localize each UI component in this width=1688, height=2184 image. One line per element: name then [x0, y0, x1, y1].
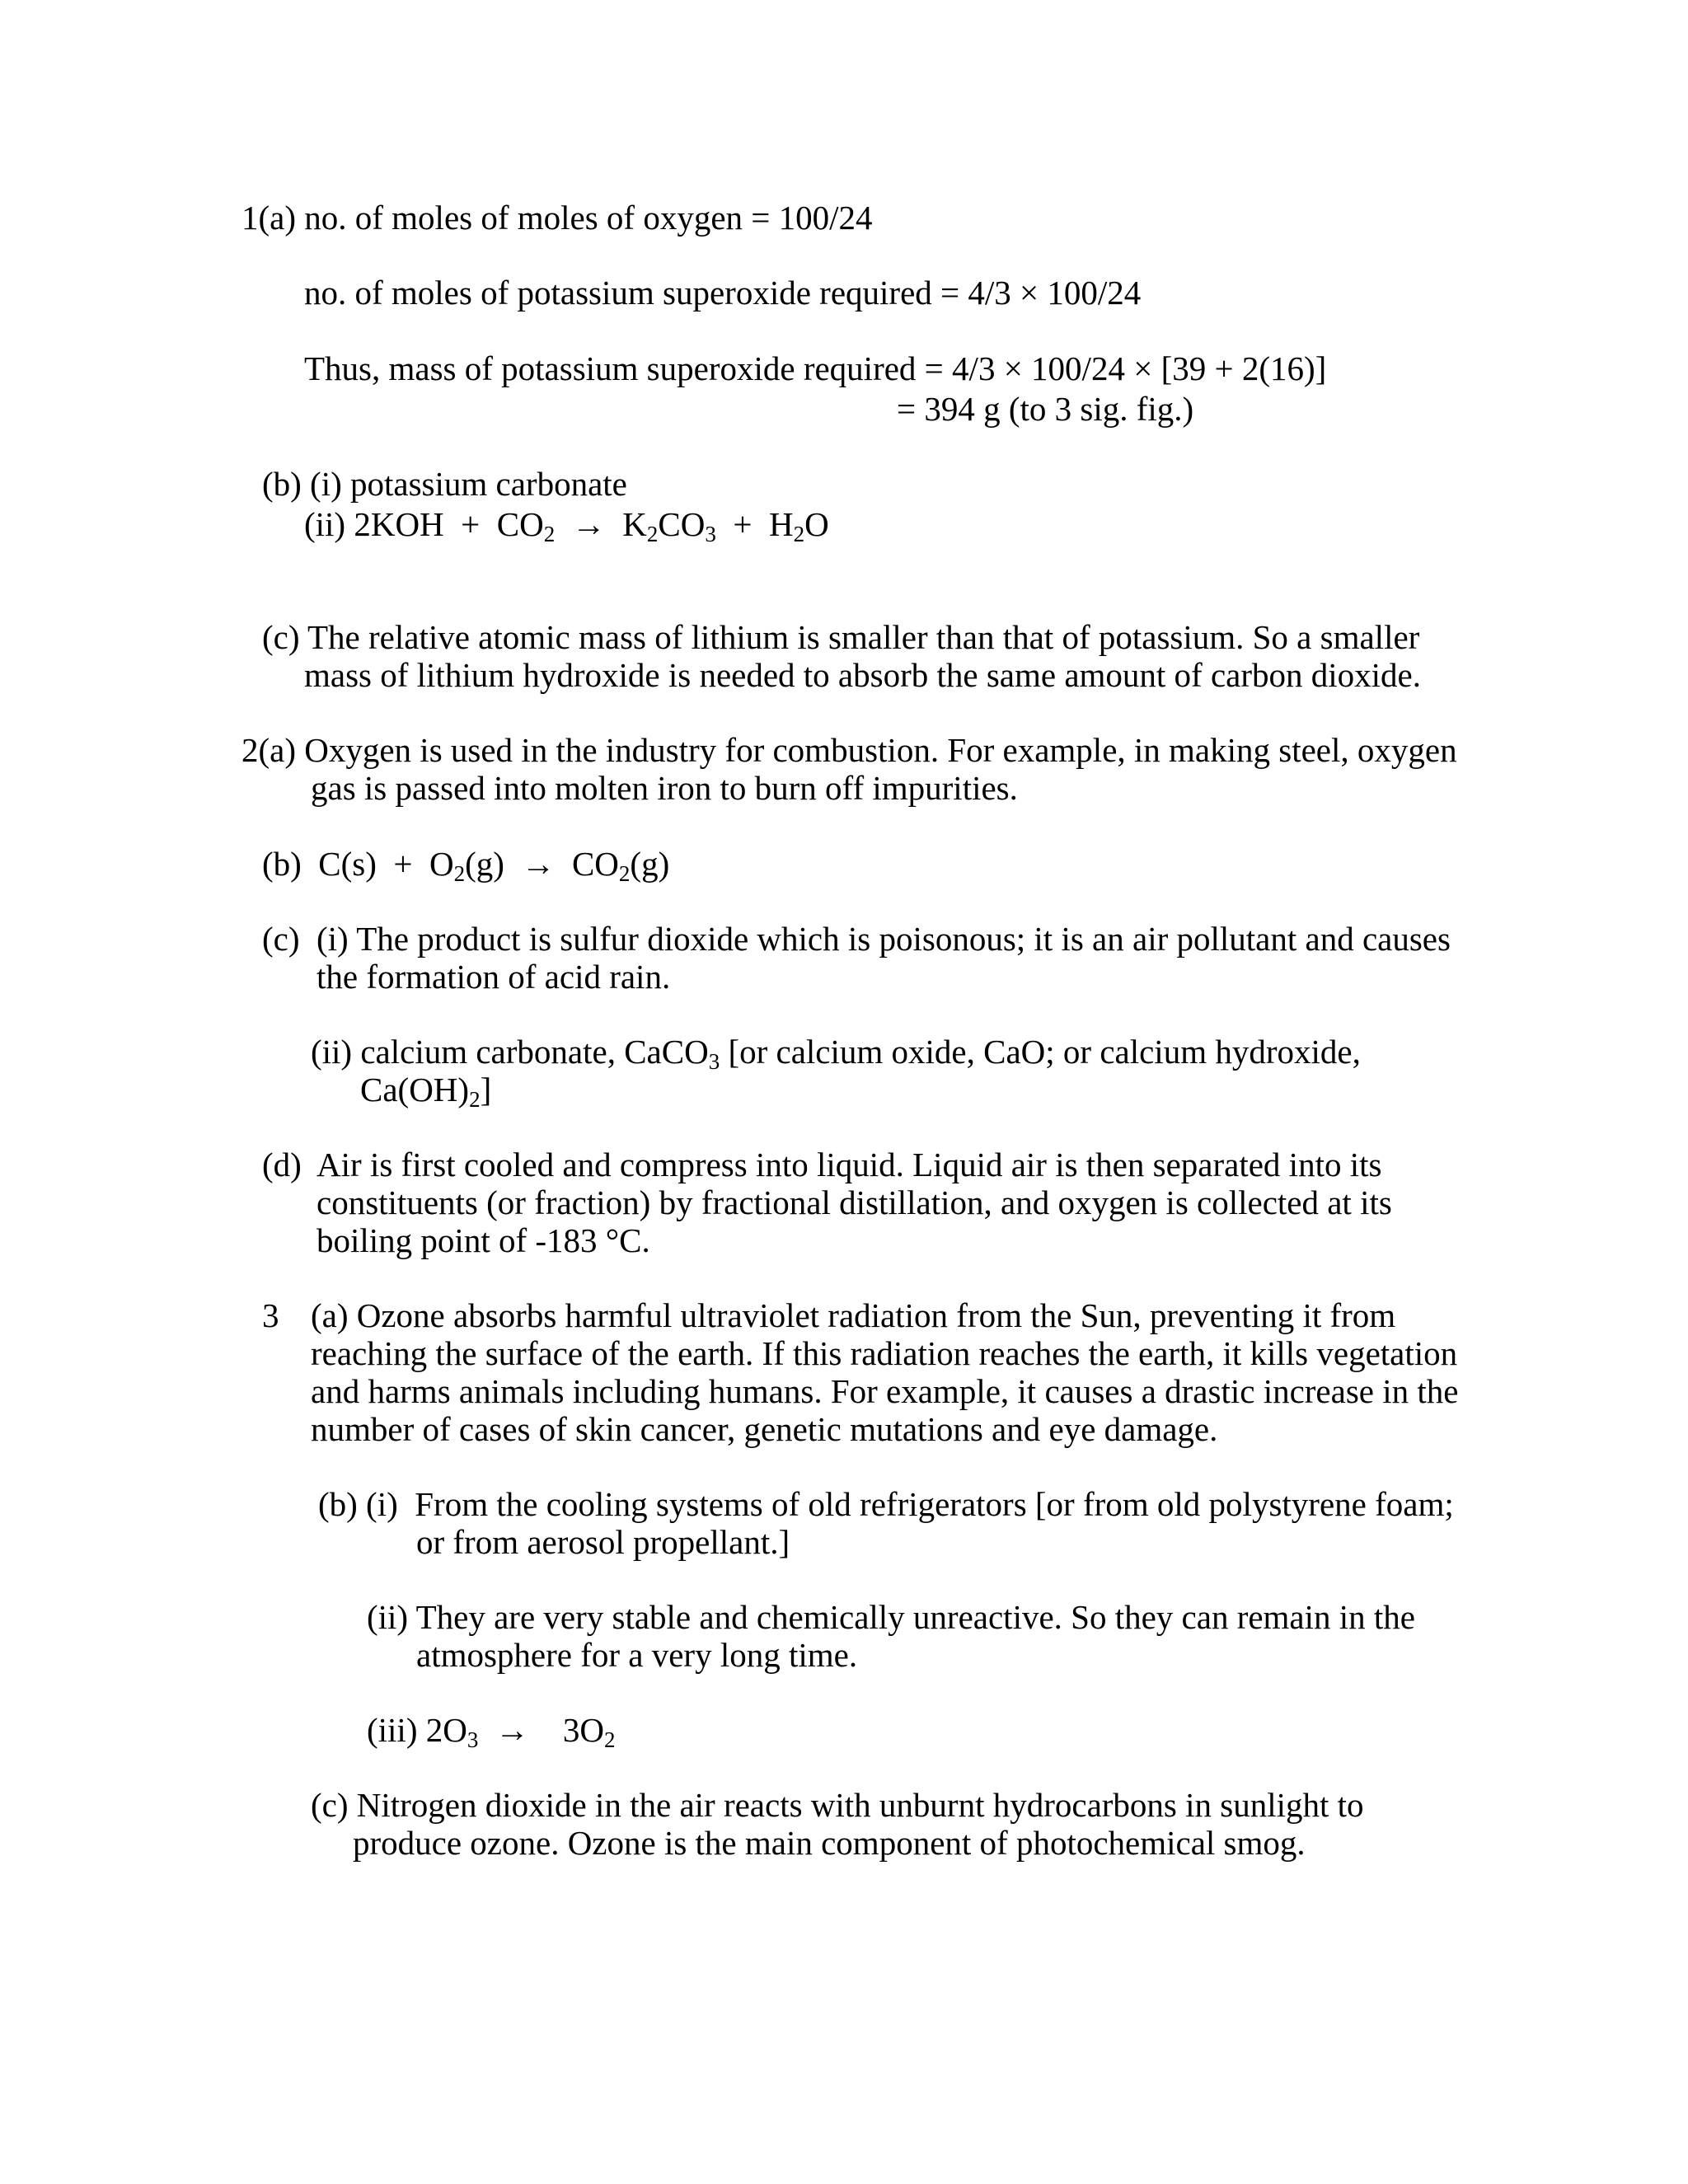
q1a-line-2: no. of moles of potassium superoxide required = 4/3 × 100/24: [304, 274, 1142, 312]
q3c-line-1: (c) Nitrogen dioxide in the air reacts with unburnt hydrocarbons in sunlight to: [311, 1786, 1364, 1824]
q3b-iii-equation: (iii) $2O_3$ → $3O_2$: [367, 1711, 616, 1752]
q1a-line-4: = 394 g (to 3 sig. fig.): [897, 390, 1194, 428]
q1c-line-1: (c) The relative atomic mass of lithium is smaller than that of potassium. So a smaller: [262, 618, 1420, 656]
q3b-i-line-2: or from aerosol propellant.]: [416, 1523, 790, 1561]
q2d-line-1: (d) Air is first cooled and compress into liquid. Liquid air is then separated into its: [262, 1146, 1382, 1183]
q3b-ii-line-1: (ii) They are very stable and chemically unreactive. So they can remain in the: [367, 1598, 1416, 1636]
q2d-line-3: boiling point of -183 °C.: [316, 1221, 650, 1259]
q2c-ii-line-2: $Ca(OH)_2$]: [360, 1071, 492, 1112]
q2c-i-line-2: the formation of acid rain.: [316, 958, 671, 996]
q3-number: 3: [262, 1296, 279, 1334]
q2c-i-line-1: (c) (i) The product is sulfur dioxide which is poisonous; it is an air pollutant and causes: [262, 920, 1451, 958]
q3a-line-1: (a) Ozone absorbs harmful ultraviolet radiation from the Sun, preventing it from: [311, 1296, 1396, 1334]
q3a-line-4: number of cases of skin cancer, genetic mutations and eye damage.: [311, 1410, 1218, 1448]
q2c-ii-line-1: (ii) calcium carbonate, CaCO$_3$ [or calcium oxide, CaO; or calcium hydroxide,: [311, 1033, 1361, 1074]
q1b-i: (b) (i) potassium carbonate: [262, 465, 627, 503]
q2d-line-2: constituents (or fraction) by fractional distillation, and oxygen is collected at its: [316, 1183, 1392, 1221]
q3b-i-line-1: (b) (i) From the cooling systems of old refrigerators [or from old polystyrene foam;: [318, 1485, 1454, 1523]
q1a-line-3: Thus, mass of potassium superoxide required = 4/3 × 100/24 × [39 + 2(16)]: [304, 349, 1327, 387]
q2a-line-2: gas is passed into molten iron to burn off impurities.: [311, 769, 1018, 807]
q2b-equation: (b) $C(s) + O_2(g) \to CO_2(g)$: [262, 845, 670, 886]
q3a-line-2: reaching the surface of the earth. If this radiation reaches the earth, it kills vegetation: [311, 1334, 1458, 1372]
q1c-line-2: mass of lithium hydroxide is needed to absorb the same amount of carbon dioxide.: [304, 656, 1421, 694]
q3a-line-3: and harms animals including humans. For example, it causes a drastic increase in the: [311, 1372, 1459, 1410]
q1b-ii-equation: (ii) $2KOH + CO_2 \to K_2CO_3 + H_2O$: [304, 505, 829, 546]
q3c-line-2: produce ozone. Ozone is the main component of photochemical smog.: [353, 1824, 1306, 1862]
q1a-line-1: 1(a) no. of moles of moles of oxygen = 100/24: [241, 199, 873, 237]
q2a-line-1: 2(a) Oxygen is used in the industry for combustion. For example, in making steel, oxygen: [241, 731, 1457, 769]
q3b-ii-line-2: atmosphere for a very long time.: [416, 1636, 858, 1674]
